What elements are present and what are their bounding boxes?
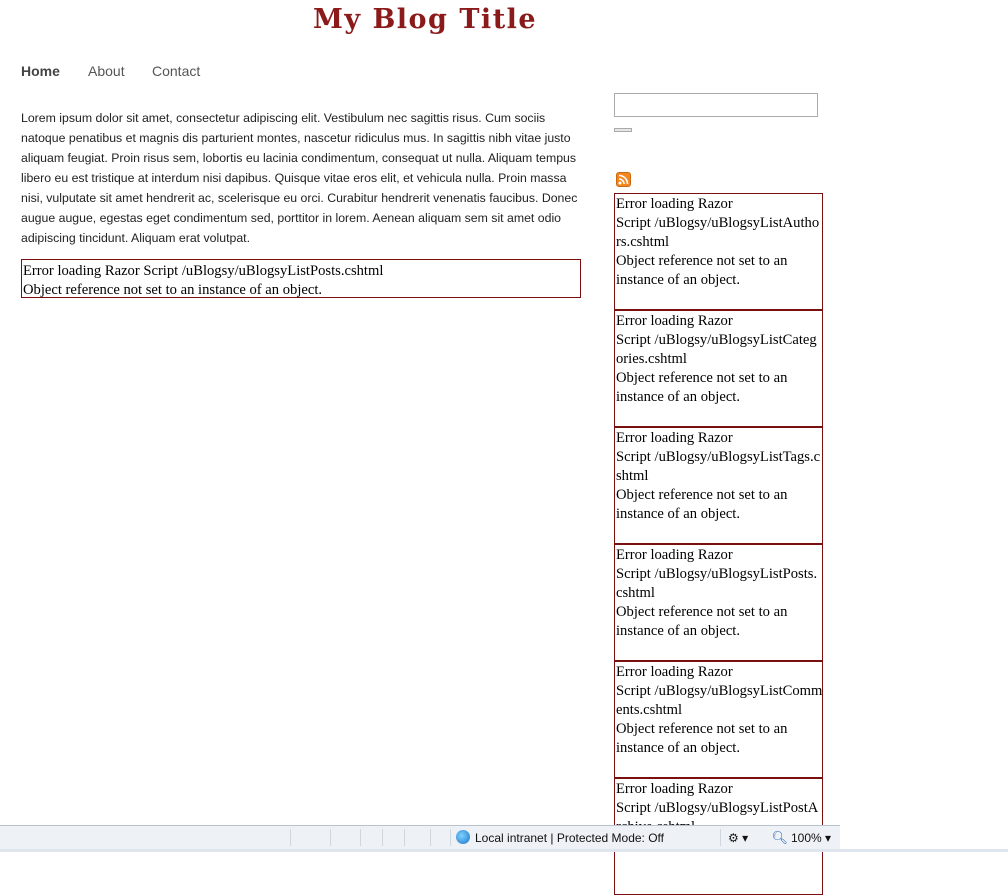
widget-error-tags <box>614 427 823 544</box>
status-tools <box>728 830 831 846</box>
error-line: Error loading Razor <box>616 781 733 797</box>
error-line: Object reference not set to an <box>616 604 788 620</box>
nav-contact[interactable]: Contact <box>152 63 201 79</box>
search-button[interactable] <box>614 128 632 132</box>
status-divider <box>430 829 431 846</box>
error-line: instance of an object. <box>616 740 740 756</box>
status-divider <box>720 829 721 846</box>
status-divider <box>330 829 331 846</box>
error-line: Script /uBlogsy/uBlogsyListCateg <box>616 332 817 348</box>
error-line: Error loading Razor <box>616 547 733 563</box>
error-line: Error loading Razor <box>616 196 733 212</box>
nav-about[interactable]: About <box>88 63 125 79</box>
rss-glyph <box>617 173 630 186</box>
error-line: Error loading Razor <box>616 430 733 446</box>
widget-error-comments <box>614 661 823 778</box>
error-line: Script /uBlogsy/uBlogsyListPosts. <box>616 566 818 582</box>
error-line: shtml <box>616 468 649 484</box>
rss-icon[interactable] <box>616 172 631 187</box>
error-line: Object reference not set to an <box>616 721 788 737</box>
error-line: Object reference not set to an <box>616 370 788 386</box>
error-line: ories.cshtml <box>616 351 687 367</box>
nav-home[interactable]: Home <box>21 63 60 79</box>
error-line: instance of an object. <box>616 389 740 405</box>
zone-label: Local intranet | Protected Mode: Off <box>475 831 664 845</box>
sidebar-widgets <box>614 193 823 895</box>
magnifier-icon: 🔍︎ <box>771 830 788 845</box>
error-line: rs.cshtml <box>616 234 670 250</box>
error-line: instance of an object. <box>616 506 740 522</box>
widget-error-categories <box>614 310 823 427</box>
error-line: Object reference not set to an <box>616 487 788 503</box>
error-line: instance of an object. <box>616 272 740 288</box>
error-line: Error loading Razor <box>616 664 733 680</box>
status-divider <box>404 829 405 846</box>
blog-title: My Blog Title <box>313 4 538 35</box>
status-divider <box>450 829 451 846</box>
globe-icon <box>456 830 470 844</box>
status-divider <box>290 829 291 846</box>
widget-error-authors <box>614 193 823 310</box>
browser-status-bar <box>0 825 840 849</box>
settings-icon[interactable]: ⚙ <box>728 831 739 845</box>
error-line: Script /uBlogsy/uBlogsyListAutho <box>616 215 820 231</box>
error-line: instance of an object. <box>616 623 740 639</box>
error-line: Script /uBlogsy/uBlogsyListPostA <box>616 800 819 816</box>
search-input[interactable] <box>614 93 818 117</box>
chevron-down-icon[interactable]: ▾ <box>825 831 832 845</box>
razor-error-main <box>21 259 581 298</box>
error-line: cshtml <box>616 585 655 601</box>
error-title: Error loading Razor Script /uBlogsy/uBlogsyListPosts.cshtml <box>23 263 384 279</box>
error-line: Object reference not set to an <box>616 253 788 269</box>
error-line: Error loading Razor <box>616 313 733 329</box>
status-divider <box>382 829 383 846</box>
error-message: Object reference not set to an instance of an object. <box>23 282 323 298</box>
chevron-down-icon[interactable]: ▾ <box>742 831 749 845</box>
status-divider <box>360 829 361 846</box>
intro-text: Lorem ipsum dolor sit amet, consectetur adipiscing elit. Vestibulum nec sagittis risus. Cum sociis natoque penatibus et magnis dis parturient montes, nascetur ridiculus mus. In sagittis nibh vitae justo aliquam feugiat. Proin risus sem, lobortis eu lacinia condimentum, consequat ut nulla. Aliquam tempus libero eu est tristique at interdum nisi dapibus. Quisque vitae eros elit, et vehicula nulla. Proin massa nisi, vulputate sit amet hendrerit ac, scelerisque eu orci. Curabitur hendrerit venenatis faucibus. Donec augue augue, egestas eget condimentum sed, porttitor in lorem. Aenean aliquam sem sit amet odio adipiscing tincidunt. Aliquam erat volutpat. <box>21 111 578 245</box>
error-line: Script /uBlogsy/uBlogsyListTags.c <box>616 449 821 465</box>
zoom-level[interactable]: 100% <box>791 831 822 845</box>
error-line: Script /uBlogsy/uBlogsyListComm <box>616 683 822 699</box>
widget-error-posts <box>614 544 823 661</box>
security-zone[interactable] <box>456 830 664 845</box>
error-line: ents.cshtml <box>616 702 683 718</box>
